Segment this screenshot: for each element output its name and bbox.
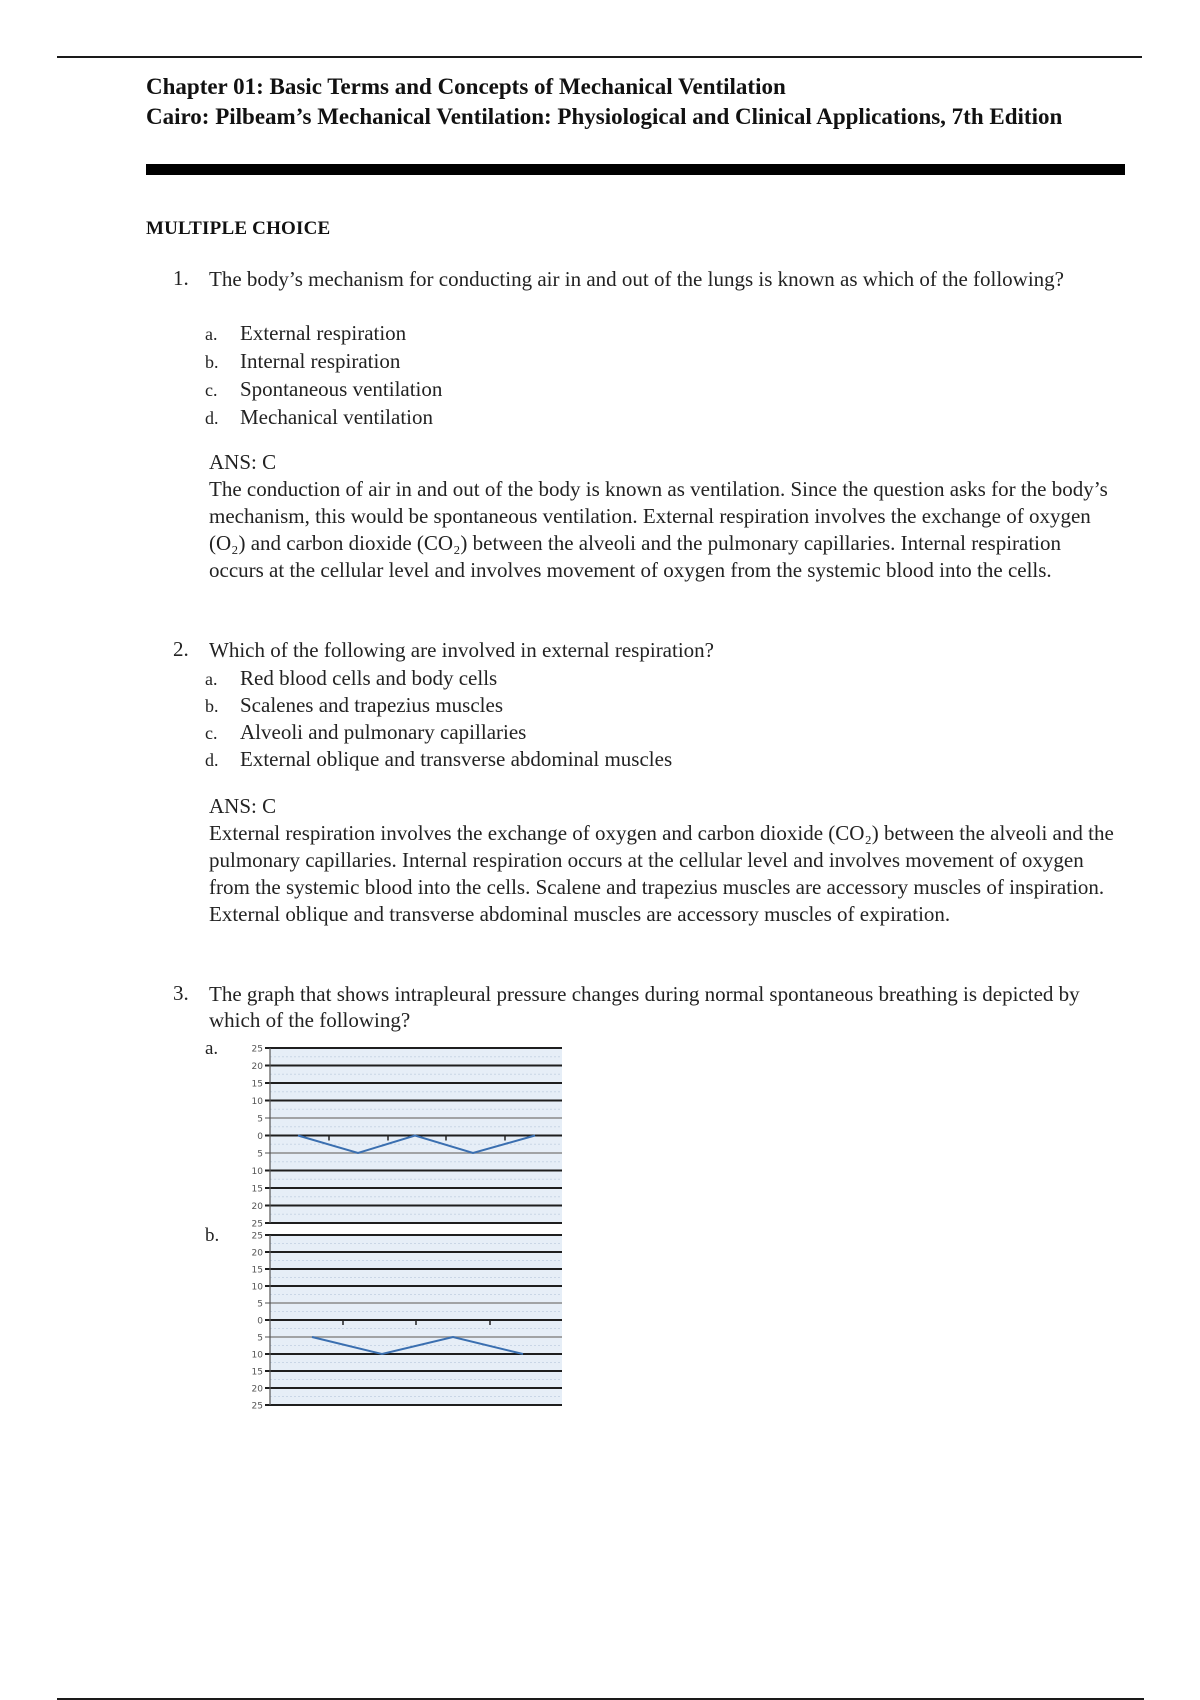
y-tick-label: 10 xyxy=(251,1282,263,1293)
document-header xyxy=(146,72,1126,132)
section-title: MULTIPLE CHOICE xyxy=(146,218,331,239)
option-text: Red blood cells and body cells xyxy=(240,666,498,690)
question-text: The body’s mechanism for conducting air in and out of the lungs is known as which of the following? xyxy=(209,267,1065,291)
option-b-label: b. xyxy=(205,1225,220,1246)
option-text: Scalenes and trapezius muscles xyxy=(240,693,503,717)
option-letter: b. xyxy=(205,352,219,372)
y-tick-label: 15 xyxy=(251,1079,263,1090)
y-tick-label: 0 xyxy=(257,1132,263,1142)
y-tick-label: 10 xyxy=(251,1097,263,1107)
option-letter: d. xyxy=(205,750,219,770)
y-tick-label: 25 xyxy=(251,1401,263,1412)
option-a xyxy=(205,665,497,692)
option-text: External oblique and transverse abdominal muscles xyxy=(240,747,673,771)
y-tick-label: 5 xyxy=(257,1114,263,1125)
y-tick-label: 15 xyxy=(251,1265,263,1276)
y-tick-label: 20 xyxy=(251,1248,263,1259)
y-tick-label: 20 xyxy=(251,1202,263,1212)
y-tick-label: 25 xyxy=(251,1044,263,1055)
option-b xyxy=(205,692,503,719)
y-tick-label: 25 xyxy=(251,1219,263,1230)
answer-rationale: The conduction of air in and out of the body is known as ventilation. Since the question asks for the body’s mechanism, this would be spontaneous ventilation. External respiration involves the exchange of oxygen (O₂) and carbon dioxide (CO₂) between the alveoli and the pulmonary capillaries. Internal respiration occurs at the cellular level and involves movement of oxygen from the systemic blood into the cells. xyxy=(209,477,1108,582)
y-tick-label: 15 xyxy=(251,1367,263,1378)
y-tick-label: 25 xyxy=(251,1231,263,1242)
y-tick-label: 10 xyxy=(251,1350,263,1361)
option-c xyxy=(205,376,442,403)
y-tick-label: 10 xyxy=(251,1167,263,1177)
y-tick-label: 5 xyxy=(257,1149,263,1160)
y-tick-label: 20 xyxy=(251,1062,263,1072)
answer-block xyxy=(209,449,1114,584)
graph-option-a xyxy=(230,1040,570,1230)
y-tick-label: 15 xyxy=(251,1184,263,1195)
answer-label: ANS: C xyxy=(209,450,277,474)
question-text: The graph that shows intrapleural pressure changes during normal spontaneous breathing is depicted by which of the following? xyxy=(209,982,1080,1032)
option-letter: b. xyxy=(205,696,219,716)
option-text: Alveoli and pulmonary capillaries xyxy=(240,720,527,744)
option-text: Internal respiration xyxy=(240,349,401,373)
option-letter: c. xyxy=(205,380,218,400)
option-a-label: a. xyxy=(205,1038,219,1059)
question-number: 2. xyxy=(173,637,189,661)
option-b xyxy=(205,348,400,375)
option-letter: a. xyxy=(205,324,218,344)
answer-label: ANS: C xyxy=(209,794,277,818)
question-number: 1. xyxy=(173,266,189,290)
y-tick-label: 20 xyxy=(251,1384,263,1395)
chapter-title: Chapter 01: Basic Terms and Concepts of Mechanical Ventilation xyxy=(146,74,786,99)
option-c xyxy=(205,719,526,746)
top-rule xyxy=(57,56,1142,58)
y-tick-label: 5 xyxy=(257,1299,263,1310)
header-divider xyxy=(146,164,1125,175)
option-letter: c. xyxy=(205,723,218,743)
option-letter: d. xyxy=(205,408,219,428)
question-number: 3. xyxy=(173,981,189,1005)
option-d xyxy=(205,404,433,431)
option-text: Mechanical ventilation xyxy=(240,405,434,429)
graph-option-b xyxy=(230,1228,570,1413)
y-tick-label: 0 xyxy=(257,1316,263,1327)
answer-block xyxy=(209,793,1114,928)
question-text: Which of the following are involved in external respiration? xyxy=(209,638,714,662)
option-letter: a. xyxy=(205,669,218,689)
book-title: Cairo: Pilbeam’s Mechanical Ventilation: Physiological and Clinical Applications, 7th Edition xyxy=(146,104,1063,129)
option-a xyxy=(205,320,406,347)
option-d xyxy=(205,746,672,773)
y-tick-label: 5 xyxy=(257,1333,263,1344)
option-text: External respiration xyxy=(240,321,407,345)
answer-rationale: External respiration involves the exchange of oxygen and carbon dioxide (CO₂) between the alveoli and the pulmonary capillaries. Internal respiration occurs at the cellular level and involves movement of oxygen from the systemic blood into the cells. Scalene and trapezius muscles are accessory muscles of inspiration. External oblique and transverse abdominal muscles are accessory muscles of expiration. xyxy=(209,821,1114,926)
option-text: Spontaneous ventilation xyxy=(240,377,443,401)
